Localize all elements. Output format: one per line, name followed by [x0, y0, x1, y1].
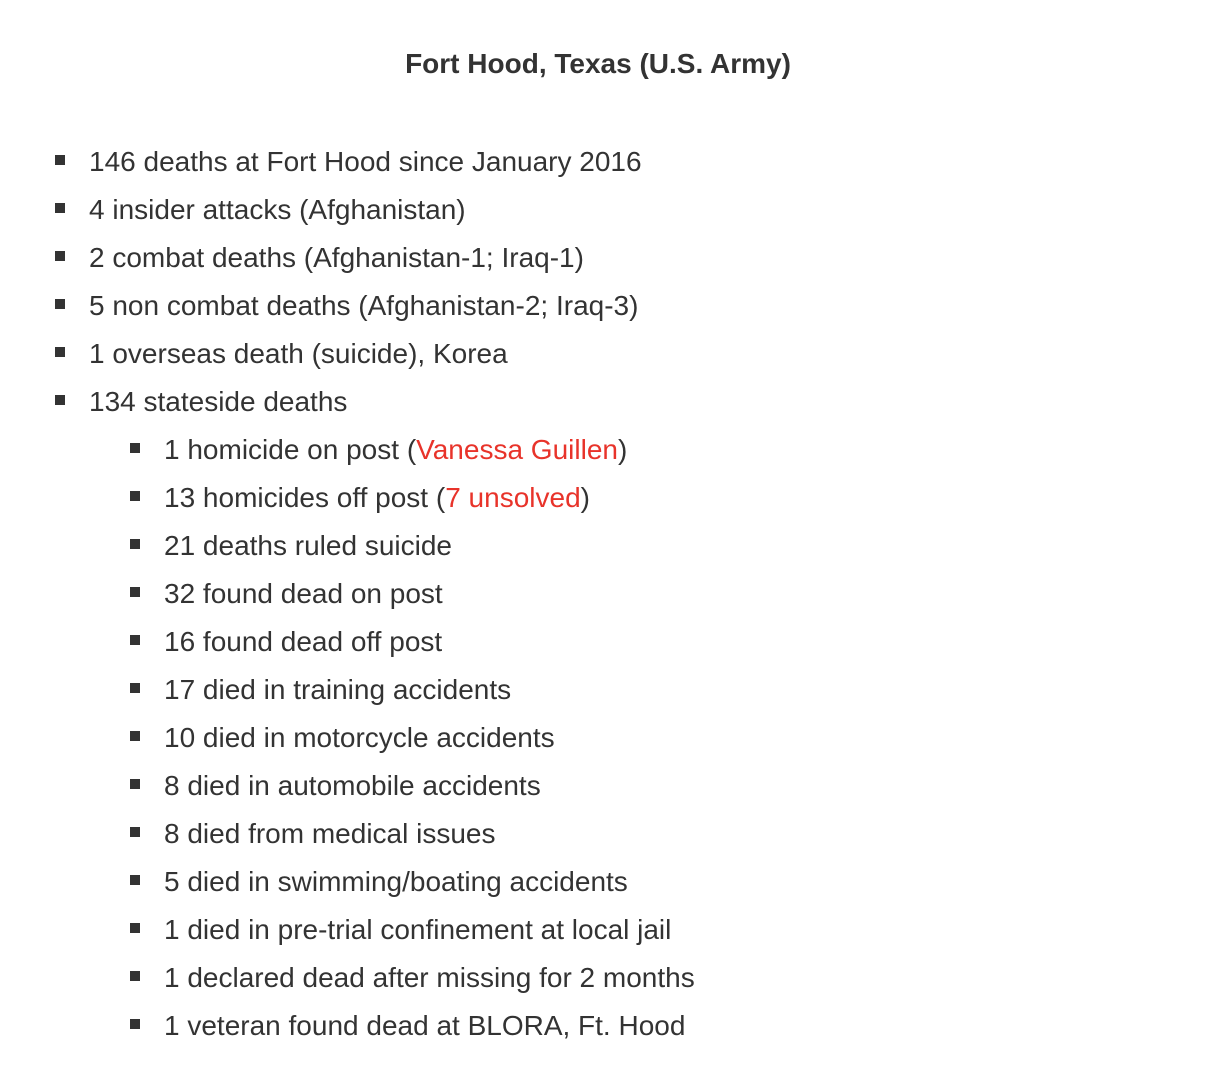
stateside-sublist-container [54, 426, 695, 1050]
square-bullet-icon [130, 683, 140, 693]
sublist-item: 1 declared dead after missing for 2 months [54, 954, 695, 1002]
list-item: 134 stateside deaths [54, 378, 695, 426]
sublist-item: 8 died in automobile accidents [54, 762, 695, 810]
square-bullet-icon [55, 299, 65, 309]
square-bullet-icon [130, 779, 140, 789]
square-bullet-icon [130, 731, 140, 741]
page-title: Fort Hood, Texas (U.S. Army) [405, 48, 791, 79]
vanessa-guillen-link[interactable]: Vanessa Guillen [416, 434, 618, 465]
sublist-item: 21 deaths ruled suicide [54, 522, 695, 570]
list-item: 5 non combat deaths (Afghanistan-2; Iraq-3) [54, 282, 695, 330]
sublist-item: 32 found dead on post [54, 570, 695, 618]
square-bullet-icon [130, 491, 140, 501]
square-bullet-icon [130, 923, 140, 933]
square-bullet-icon [55, 347, 65, 357]
death-statistics-list [54, 138, 695, 1050]
square-bullet-icon [130, 1019, 140, 1029]
sublist-item: 1 homicide on post (Vanessa Guillen) [54, 426, 695, 474]
sublist-item: 1 died in pre-trial confinement at local jail [54, 906, 695, 954]
sublist-item: 5 died in swimming/boating accidents [54, 858, 695, 906]
sublist-item: 8 died from medical issues [54, 810, 695, 858]
square-bullet-icon [130, 587, 140, 597]
stateside-deaths-sublist [54, 426, 695, 1050]
sublist-item: 10 died in motorcycle accidents [54, 714, 695, 762]
square-bullet-icon [55, 395, 65, 405]
list-item: 2 combat deaths (Afghanistan-1; Iraq-1) [54, 234, 695, 282]
square-bullet-icon [55, 155, 65, 165]
square-bullet-icon [55, 251, 65, 261]
list-item: 1 overseas death (suicide), Korea [54, 330, 695, 378]
square-bullet-icon [130, 971, 140, 981]
square-bullet-icon [130, 827, 140, 837]
square-bullet-icon [130, 443, 140, 453]
sublist-item: 13 homicides off post (7 unsolved) [54, 474, 695, 522]
sublist-item: 16 found dead off post [54, 618, 695, 666]
sublist-item: 1 veteran found dead at BLORA, Ft. Hood [54, 1002, 695, 1050]
list-item: 4 insider attacks (Afghanistan) [54, 186, 695, 234]
sublist-item: 17 died in training accidents [54, 666, 695, 714]
square-bullet-icon [130, 539, 140, 549]
square-bullet-icon [130, 635, 140, 645]
list-item: 146 deaths at Fort Hood since January 2016 [54, 138, 695, 186]
square-bullet-icon [55, 203, 65, 213]
square-bullet-icon [130, 875, 140, 885]
unsolved-link[interactable]: 7 unsolved [445, 482, 581, 513]
